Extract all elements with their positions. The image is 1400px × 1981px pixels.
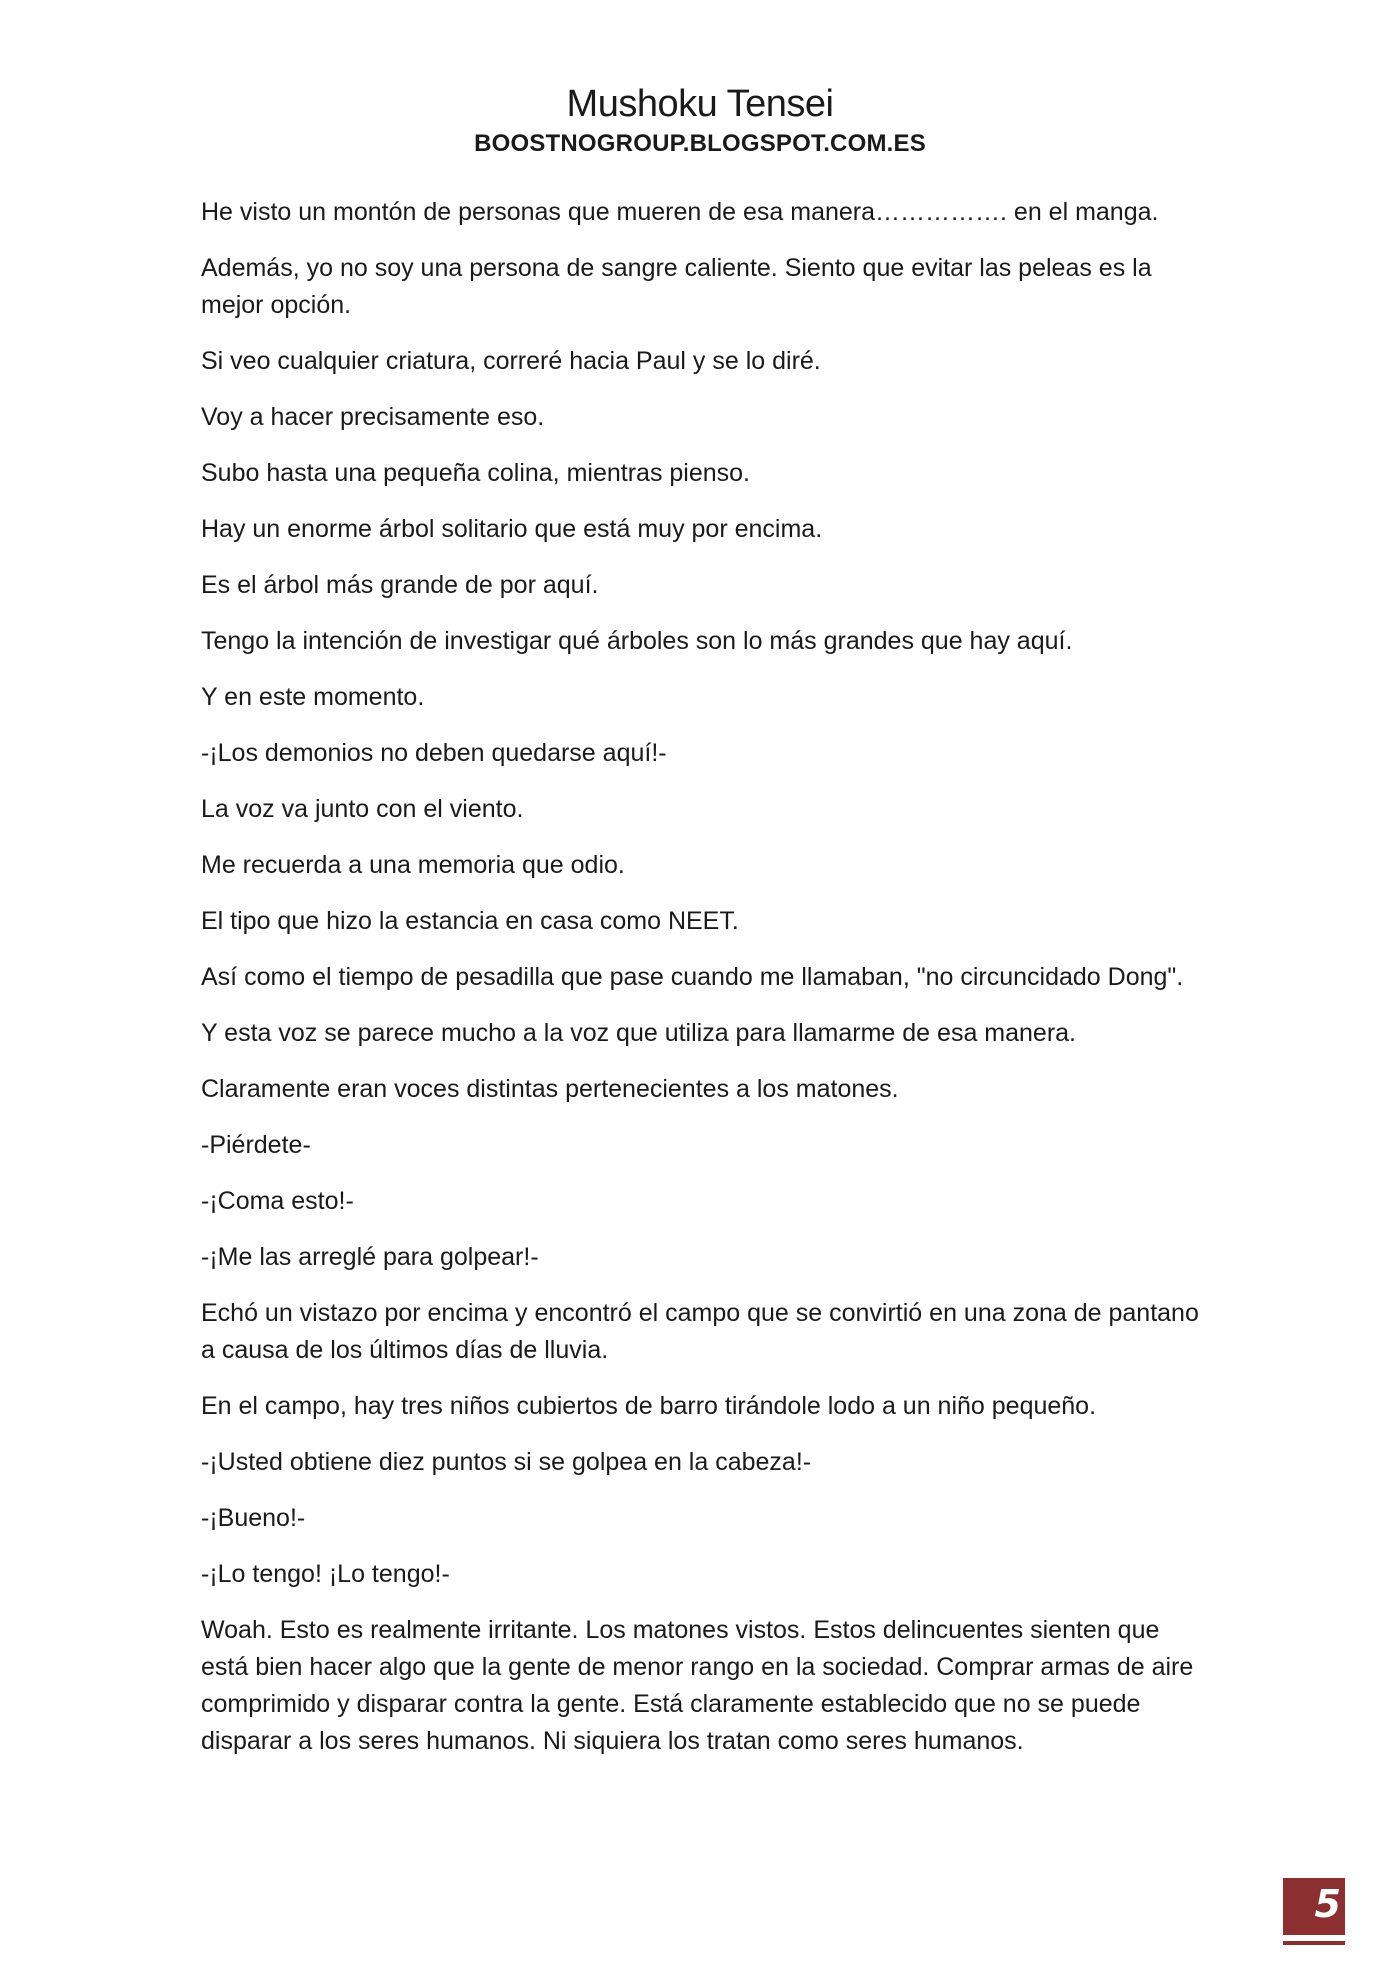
paragraph: -Piérdete- <box>201 1131 311 1159</box>
paragraph: Me recuerda a una memoria que odio. <box>201 851 625 879</box>
paragraph: Y en este momento. <box>201 683 425 711</box>
paragraph: Hay un enorme árbol solitario que está muy por encima. <box>201 515 823 543</box>
paragraph: -¡Coma esto!- <box>201 1187 354 1215</box>
paragraph: -¡Lo tengo! ¡Lo tengo!- <box>201 1560 450 1588</box>
paragraph: En el campo, hay tres niños cubiertos de barro tirándole lodo a un niño pequeño. <box>201 1392 1097 1420</box>
paragraph: Así como el tiempo de pesadilla que pase cuando me llamaban, "no circuncidado Dong". <box>201 963 1184 991</box>
page-number-underline <box>1283 1941 1345 1945</box>
paragraph: Tengo la intención de investigar qué árboles son lo más grandes que hay aquí. <box>201 627 1073 655</box>
paragraph: El tipo que hizo la estancia en casa como NEET. <box>201 907 739 935</box>
paragraph: Woah. Esto es realmente irritante. Los matones vistos. Estos delincuentes sienten que está bien hacer algo que la gente de menor rango en la sociedad. Comprar armas de aire comprimido y disparar contra la gente. Está claramente establecido que no se puede disparar a los seres humanos. Ni siquiera los tratan como seres humanos. <box>201 1616 1194 1755</box>
paragraph: -¡Bueno!- <box>201 1504 306 1532</box>
paragraph: Voy a hacer precisamente eso. <box>201 403 545 431</box>
paragraph: La voz va junto con el viento. <box>201 795 524 823</box>
body-text <box>201 194 1201 1779</box>
paragraph: -¡Usted obtiene diez puntos si se golpea en la cabeza!- <box>201 1448 812 1476</box>
paragraph: Además, yo no soy una persona de sangre caliente. Siento que evitar las peleas es la mejor opción. <box>201 254 1152 319</box>
paragraph: Claramente eran voces distintas pertenecientes a los matones. <box>201 1075 899 1103</box>
document-title: Mushoku Tensei <box>566 83 834 125</box>
paragraph: Subo hasta una pequeña colina, mientras pienso. <box>201 459 750 487</box>
page-header <box>0 82 1400 160</box>
paragraph: Es el árbol más grande de por aquí. <box>201 571 599 599</box>
blog-url: BOOSTNOGROUP.BLOGSPOT.COM.ES <box>474 130 926 157</box>
paragraph: Y esta voz se parece mucho a la voz que utiliza para llamarme de esa manera. <box>201 1019 1076 1047</box>
paragraph: -¡Los demonios no deben quedarse aquí!- <box>201 739 667 767</box>
page-number: 5 <box>1283 1878 1345 1935</box>
paragraph: Echó un vistazo por encima y encontró el campo que se convirtió en una zona de pantano a causa de los últimos días de lluvia. <box>201 1299 1199 1364</box>
paragraph: -¡Me las arreglé para golpear!- <box>201 1243 539 1271</box>
paragraph: He visto un montón de personas que mueren de esa manera……………. en el manga. <box>201 198 1159 226</box>
paragraph: Si veo cualquier criatura, correré hacia Paul y se lo diré. <box>201 347 821 375</box>
